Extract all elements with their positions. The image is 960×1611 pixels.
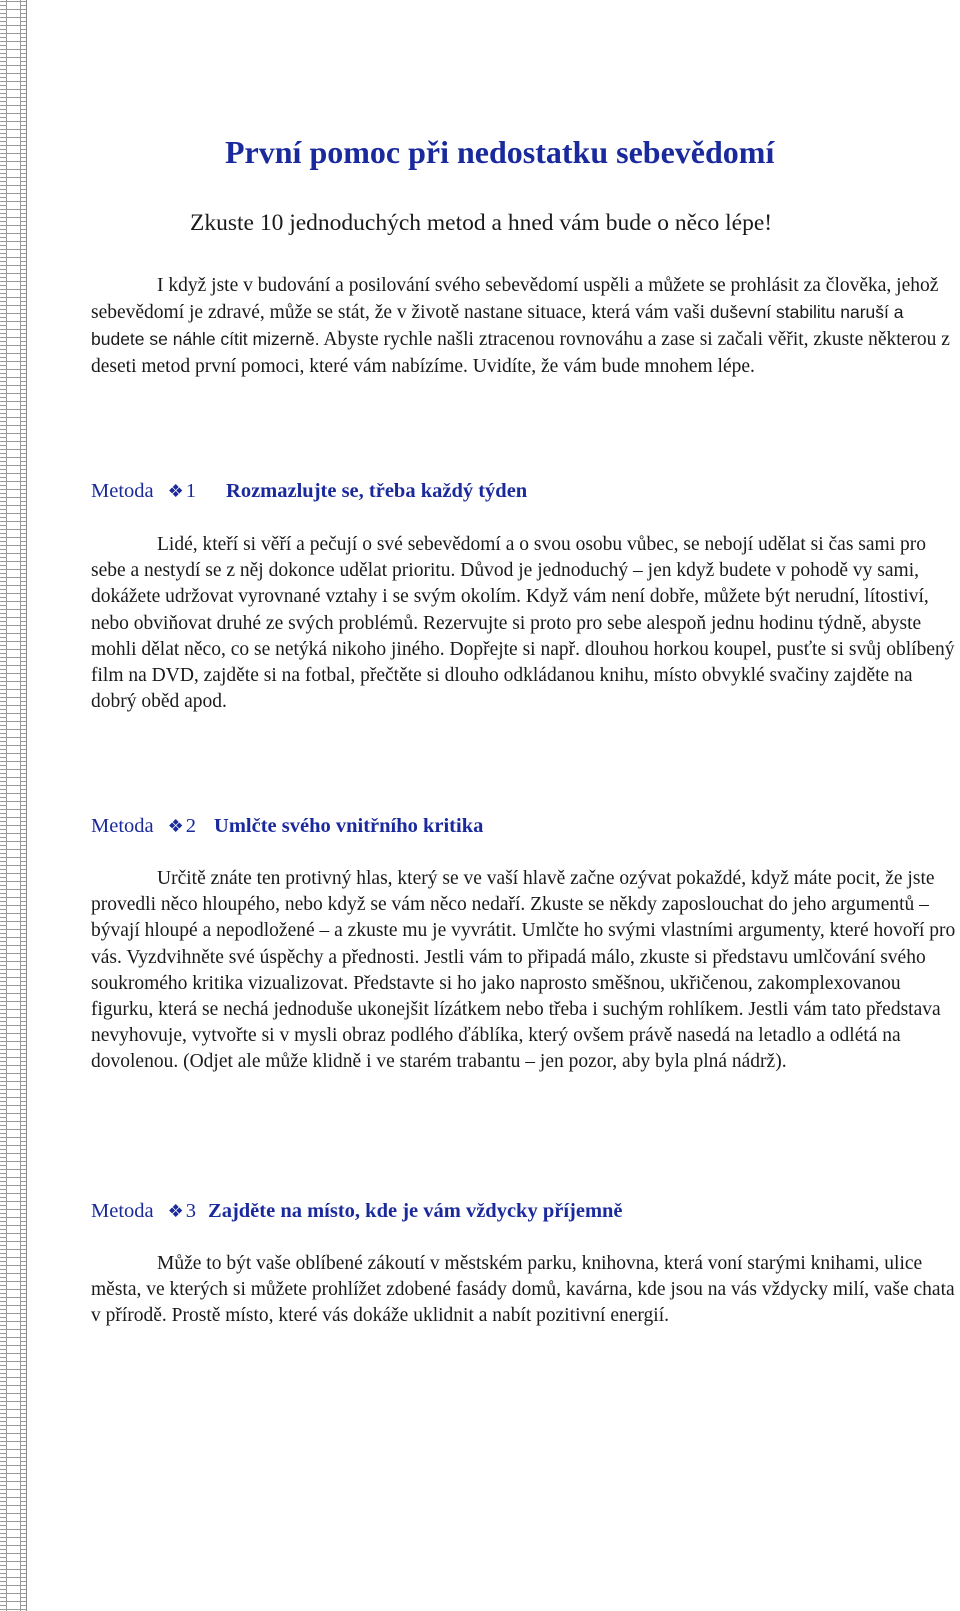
intro-text-2: duševní stabilitu naruší a budete se náhle cítit mizerně. <box>91 302 904 350</box>
method-text-2: Určitě znáte ten protivný hlas, který se ve vaší hlavě začne ozývat pokaždé, když máte pocit, že jste provedli něco hloupého, nebo když se vám něco nedaří. Zkuste se někdy zaposlouchat do jeho argumentů – bývají hloupé a nepodložené – a zkuste mu je vyvrátit. Umlčte ho svými vlastními argumenty, které hovoří pro vás. Vyzdvihněte své úspěchy a přednosti. Jestli vám to připadá málo, zkuste si představu umlčování svého soukromého kritika vizualizovat. Představte si ho jako naprosto směšnou, ukřičenou, zakomplexovanou figurku, která se nechá jednoduše ukonejšit lízátkem nebo třeba i suchým rohlíkem. Jestli vám tato představa nevyhovuje, vytvořte si v mysli obraz podlého ďáblíka, který ovšem právě nasedá na letadlo a odlétá na dovolenou. (Odjet ale může klidně i ve starém trabantu – jen pozor, aby byla plná nádrž). <box>91 868 956 1073</box>
method-heading-3 <box>91 1200 623 1230</box>
decorative-border <box>0 0 27 1611</box>
method-number: 1 <box>185 480 197 502</box>
method-heading-2 <box>91 815 483 845</box>
method-text-3: Může to být vaše oblíbené zákoutí v městském parku, knihovna, která voní starými knihami, ulice města, ve kterých si můžete prohlížet zdobené fasády domů, kavárna, kde jsou na vás vždycky milí, vaše chata v přírodě. Prostě místo, které vás dokáže uklidnit a nabít pozitivní energií. <box>91 1253 955 1327</box>
method-label: Metoda <box>91 480 154 502</box>
method-heading-1 <box>91 480 527 510</box>
method-title: Zajděte na místo, kde je vám vždycky příjemně <box>208 1200 623 1222</box>
method-title: Rozmazlujte se, třeba každý týden <box>226 480 528 502</box>
intro-text-1: I když jste v budování a posilování svého sebevědomí uspěli a můžete se prohlásit za člověka, jehož sebevědomí je zdravé, může se stát, že v životě nastane situace, která vám vaši <box>91 275 939 324</box>
method-number: 2 <box>185 815 197 837</box>
diamond-bullet-icon: ❖ <box>167 481 184 501</box>
page-title: První pomoc při nedostatku sebevědomí <box>225 134 775 170</box>
method-number: 3 <box>185 1200 197 1222</box>
method-text-1: Lidé, kteří si věří a pečují o své sebevědomí a o svou osobu vůbec, se nebojí udělat si čas sami pro sebe a nestydí se z něj dokonce udělat prioritu. Důvod je jednoduchý – jen když budete v pohodě vy sami, dokážete udržovat vyrovnané vztahy i se svým okolím. Když vám není dobře, můžete být nerudní, lítostiví, nebo obviňovat druhé ze svých problémů. Rezervujte si proto pro sebe alespoň jednu hodinu týdně, abyste mohli dělat něco, co se netýká nikoho jiného. Dopřejte si např. dlouhou horkou koupel, pusťte si svůj oblíbený film na DVD, zajděte si na fotbal, přečtěte si dlouho odkládanou knihu, místo obvyklé svačiny zajděte na dobrý oběd apod. <box>91 534 955 713</box>
intro-text-3: Abyste rychle našli ztracenou rovnováhu a zase si začali věřit, zkuste některou z deseti metod první pomoci, které vám nabízíme. Uvidíte, že vám bude mnohem lépe. <box>91 329 950 377</box>
diamond-bullet-icon: ❖ <box>167 1201 184 1221</box>
method-title: Umlčte svého vnitřního kritika <box>214 815 484 837</box>
page-subtitle: Zkuste 10 jednoduchých metod a hned vám bude o něco lépe! <box>190 210 773 236</box>
method-label: Metoda <box>91 815 154 837</box>
diamond-bullet-icon: ❖ <box>167 816 184 836</box>
intro-paragraph <box>91 273 957 380</box>
method-label: Metoda <box>91 1200 154 1222</box>
